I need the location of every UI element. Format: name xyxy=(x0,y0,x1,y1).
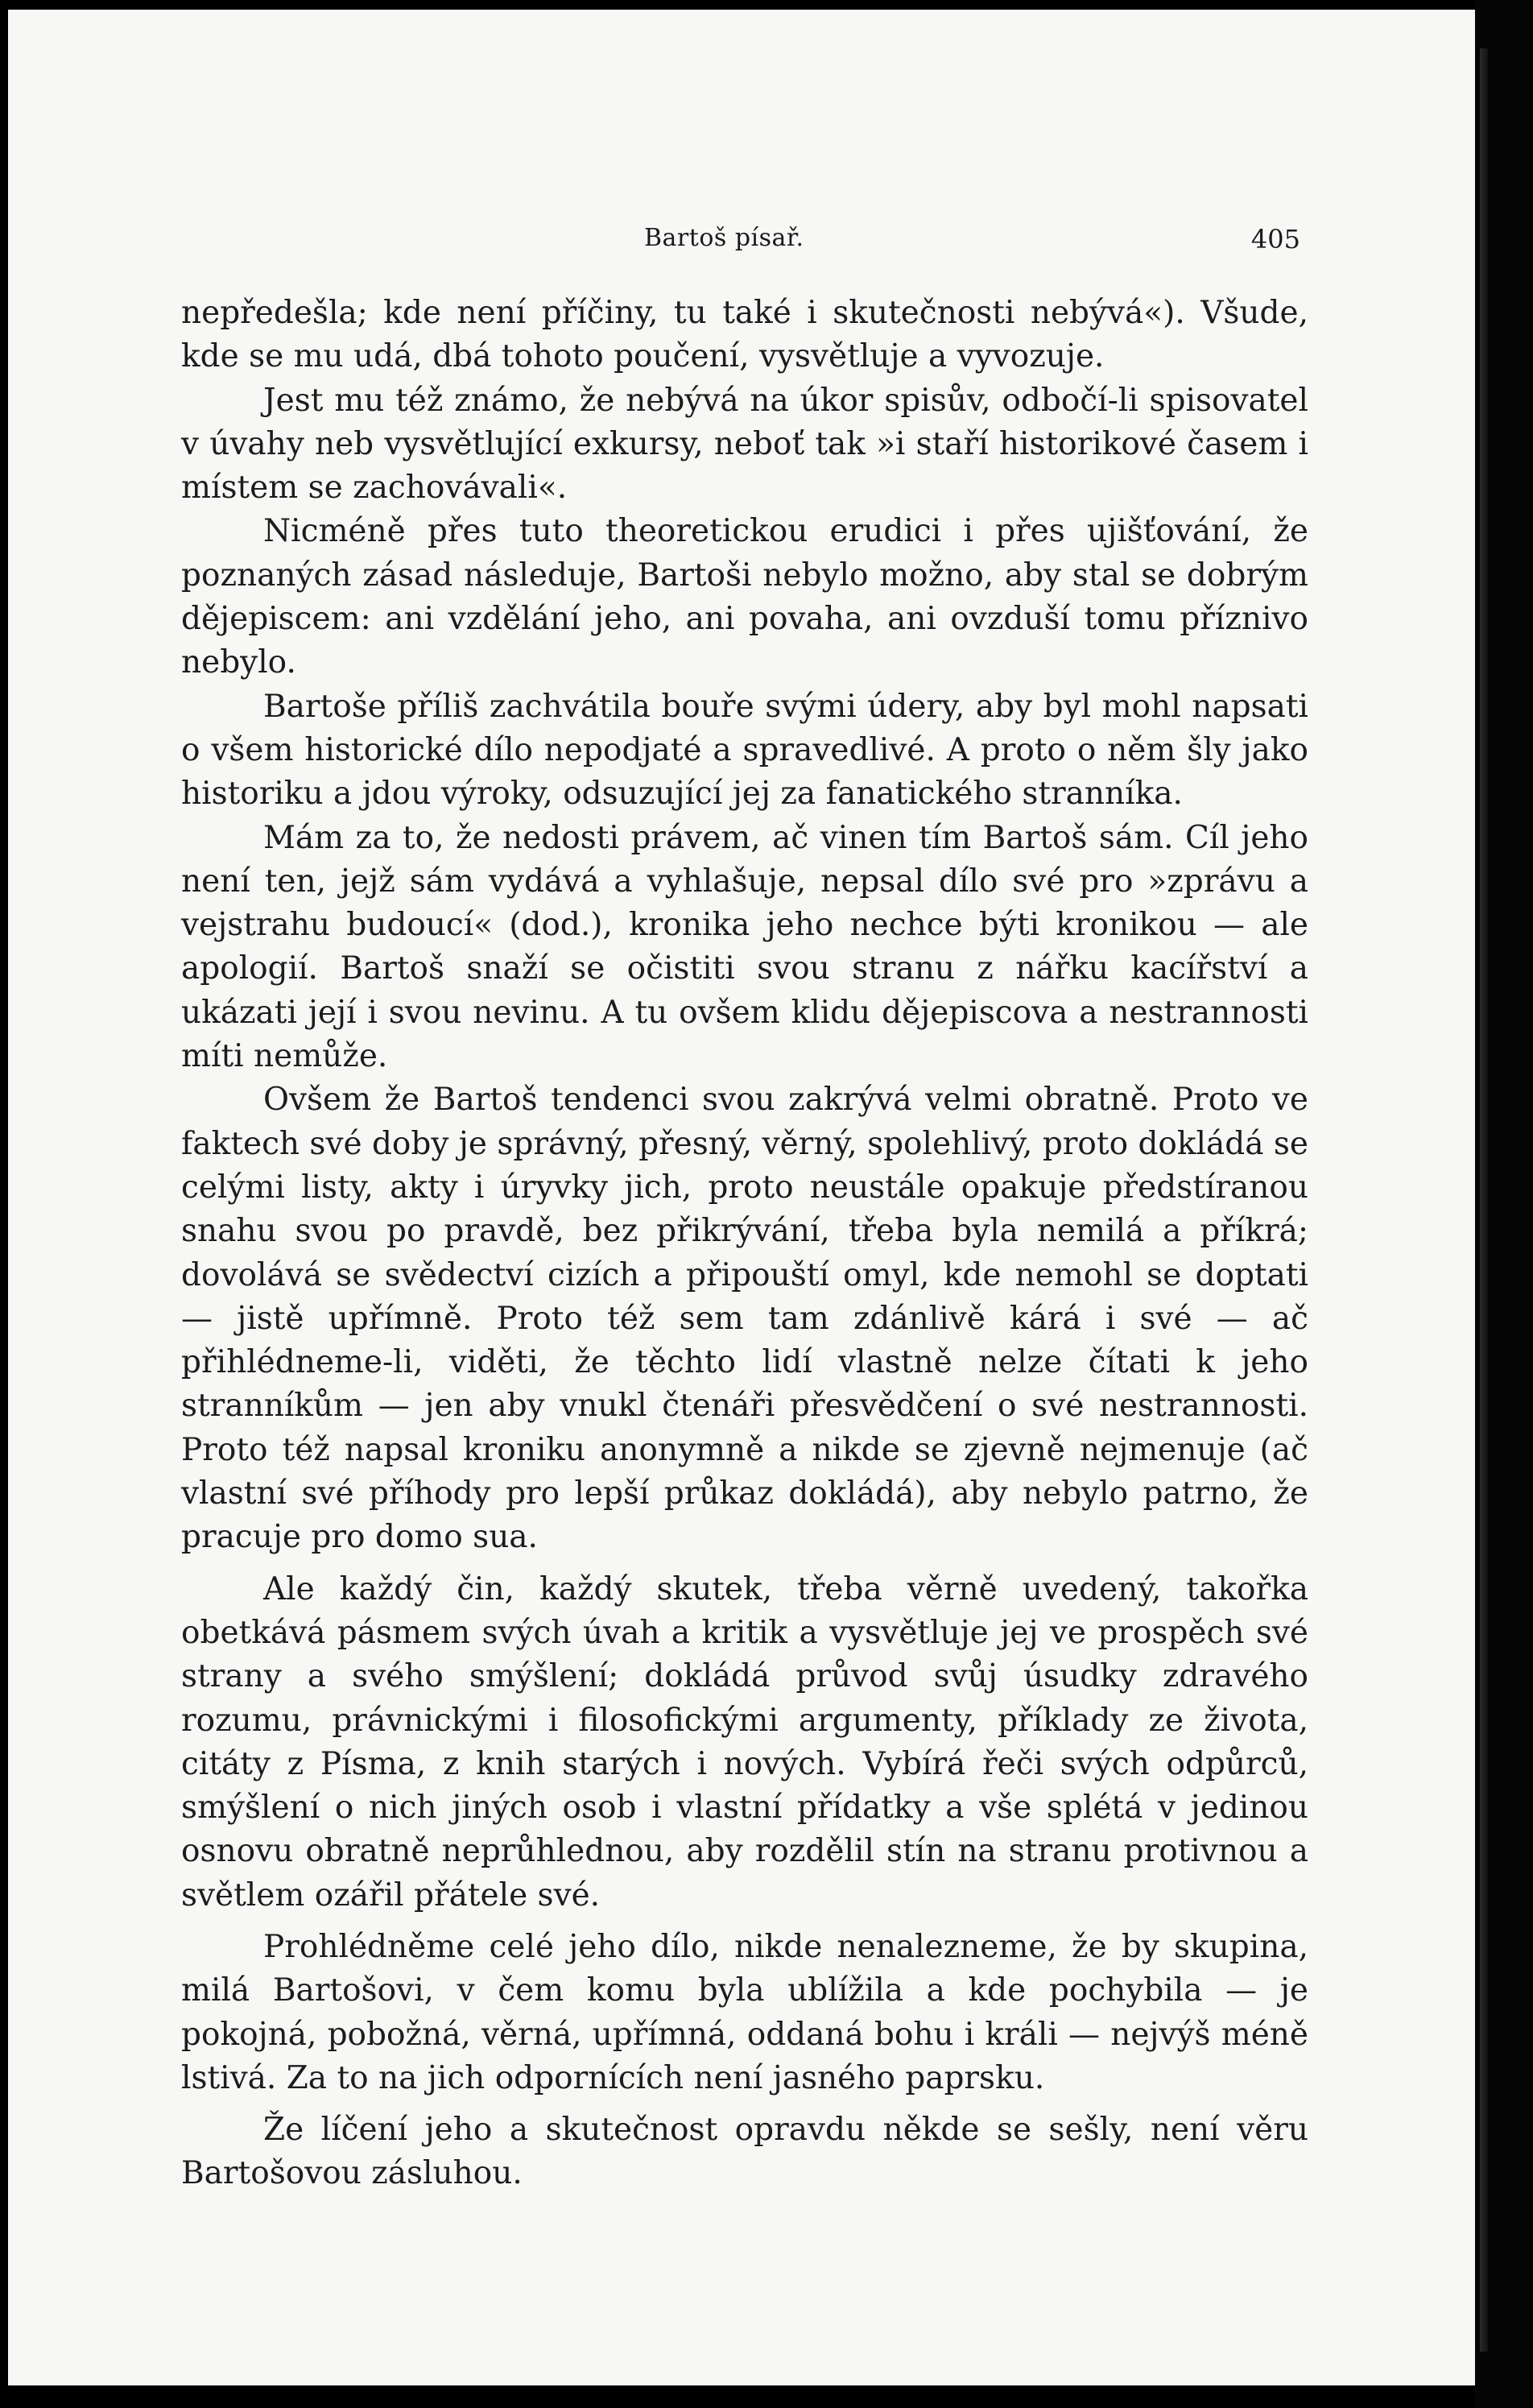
paragraph: Prohlédněme celé jeho dílo, nikde nenalezneme, že by skupina, milá Bartošovi, v čem komu byla ublížila a kde pochybila — je pokojná, pobožná, věrná, upřímná, oddaná bohu i králi — nejvýš méně lstivá. Za to na jich odpornících není jasného paprsku. xyxy=(181,1928,1308,2096)
paragraph: Mám za to, že nedosti právem, ač vinen tím Bartoš sám. Cíl jeho není ten, jejž sám vydává a vyhlašuje, nepsal dílo své pro »zprávu a vejstrahu budoucí« (dod.), kronika jeho nechce býti kronikou — ale apologií. Bartoš snaží se očistiti svou stranu z nářku kacířství a ukázati její i svou nevinu. A tu ovšem klidu dějepiscova a nestrannosti míti nemůže. xyxy=(181,819,1308,1075)
paragraph: Ale každý čin, každý skutek, třeba věrně uvedený, takořka obetkává pásmem svých úvah a kritik a vysvětluje jej ve prospěch své strany a svého smýšlení; dokládá průvod svůj úsudky zdravého rozumu, právnickými i filosofickými argumenty, příklady ze života, citáty z Písma, z knih starých i nových. Vybírá řeči svých odpůrců, smýšlení o nich jiných osob i vlastní přídatky a vše splétá v jedinou osnovu obratně neprůhlednou, aby rozdělil stín na stranu protivnou a světlem ozářil přátele své. xyxy=(181,1570,1308,1914)
page-number: 405 xyxy=(1250,224,1300,254)
page-header xyxy=(181,224,1308,264)
paragraph: Ovšem že Bartoš tendenci svou zakrývá velmi obratně. Proto ve faktech své doby je správný, přesný, věrný, spolehlivý, proto dokládá se celými listy, akty i úryvky jich, proto neustále opakuje předstíranou snahu svou po pravdě, bez přikrývání, třeba byla nemilá a příkrá; dovolává se svědectví cizích a připouští omyl, kde nemohl se doptati — jistě upřímně. Proto též sem tam zdánlivě kárá i své — ač přihlédneme-li, viděti, že těchto lidí vlastně nelze čítati k jeho stranníkům — jen aby vnukl čtenáři přesvědčení o své nestrannosti. Proto též napsal kroniku anonymně a nikde se zjevně nejmenuje (ač vlastní své příhody pro lepší průkaz dokládá), aby nebylo patrno, že pracuje pro domo sua. xyxy=(181,1082,1308,1556)
paragraph: Bartoše příliš zachvátila bouře svými údery, aby byl mohl napsati o všem historické dílo nepodjaté a spravedlivé. A proto o něm šly jako historiku a jdou výroky, odsuzující jej za fanatického stranníka. xyxy=(181,688,1308,813)
paragraph: nepředešla; kde není příčiny, tu také i skutečnosti nebývá«). Všude, kde se mu udá, dbá tohoto poučení, vysvětluje a vyvozuje. xyxy=(181,295,1308,375)
paragraph: Že líčení jeho a skutečnost opravdu někde se sešly, není věru Bartošovou zásluhou. xyxy=(181,2112,1308,2192)
page-edge-shadow xyxy=(1480,48,1488,2352)
running-title: Bartoš písař. xyxy=(644,224,804,252)
paragraph: Jest mu též známo, že nebývá na úkor spisův, odbočí-li spisovatel v úvahy neb vysvětlující exkursy, neboť tak »i staří historikové časem i místem se zachovávali«. xyxy=(181,382,1308,507)
paragraph: Nicméně přes tuto theoretickou erudici i přes ujišťování, že poznaných zásad následuje, Bartoši nebylo možno, aby stal se dobrým dějepiscem: ani vzdělání jeho, ani povaha, ani ovzduší tomu příznivo nebylo. xyxy=(181,513,1308,681)
body-text xyxy=(181,292,1308,2196)
